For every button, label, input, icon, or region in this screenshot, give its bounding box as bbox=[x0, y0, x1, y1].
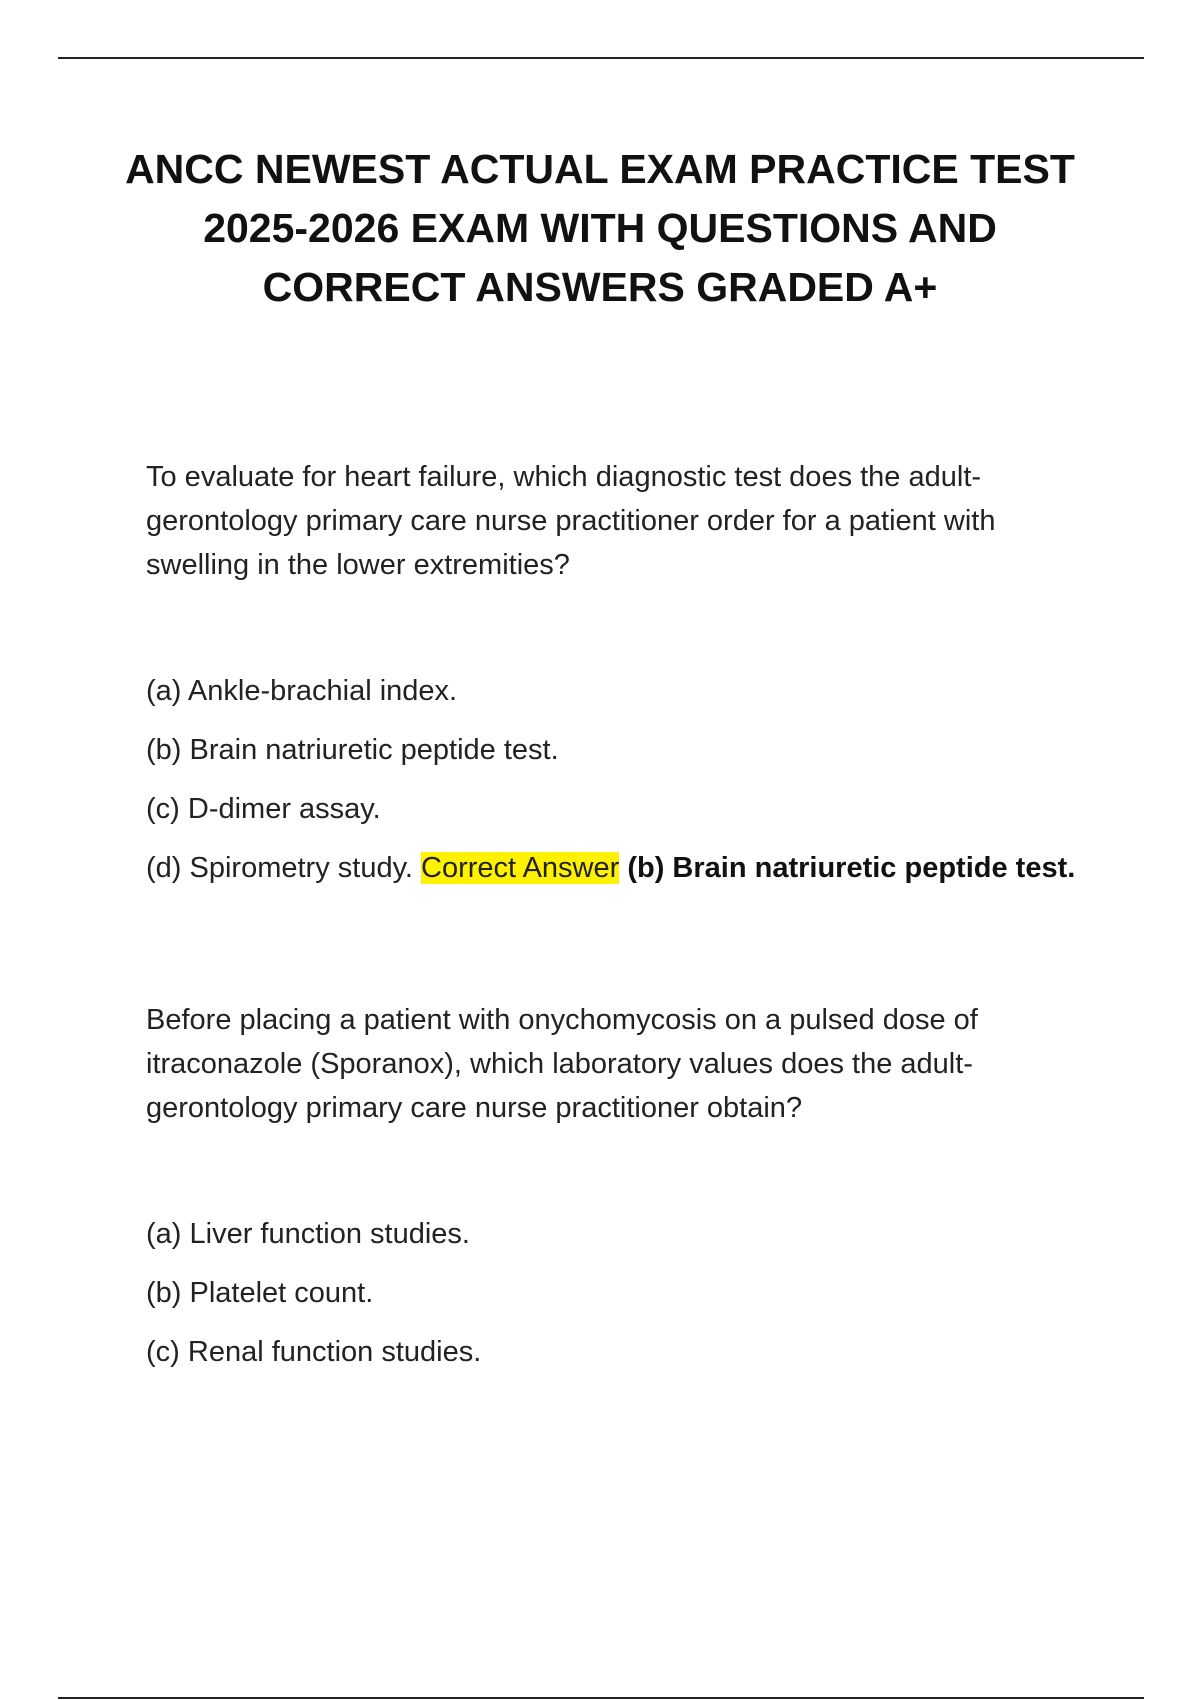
option-d-with-answer bbox=[146, 846, 1106, 890]
question-block-1 bbox=[146, 455, 1106, 905]
correct-answer-label: Correct Answer bbox=[421, 852, 620, 884]
question-block-2 bbox=[146, 998, 1106, 1389]
options-list bbox=[146, 1212, 1106, 1374]
option-c: (c) D-dimer assay. bbox=[146, 793, 381, 825]
option-b: (b) Platelet count. bbox=[146, 1277, 374, 1309]
options-list bbox=[146, 669, 1106, 890]
option-c: (c) Renal function studies. bbox=[146, 1336, 482, 1368]
option-a: (a) Ankle-brachial index. bbox=[146, 675, 458, 707]
correct-answer: (b) Brain natriuretic peptide test. bbox=[627, 852, 1076, 884]
option-b: (b) Brain natriuretic peptide test. bbox=[146, 734, 559, 766]
question-text: Before placing a patient with onychomycosis on a pulsed dose of itraconazole (Sporanox), which laboratory values does the adult-gerontology primary care nurse practitioner obtain? bbox=[146, 1004, 978, 1124]
document-title: ANCC NEWEST ACTUAL EXAM PRACTICE TEST 2025-2026 EXAM WITH QUESTIONS AND CORRECT ANSWERS GRADED A+ bbox=[125, 146, 1075, 310]
option-a: (a) Liver function studies. bbox=[146, 1218, 470, 1250]
option-d: (d) Spirometry study. bbox=[146, 852, 413, 884]
top-divider bbox=[58, 57, 1144, 59]
question-text: To evaluate for heart failure, which diagnostic test does the adult-gerontology primary care nurse practitioner order for a patient with swelling in the lower extremities? bbox=[146, 461, 996, 581]
bottom-divider bbox=[58, 1697, 1144, 1699]
